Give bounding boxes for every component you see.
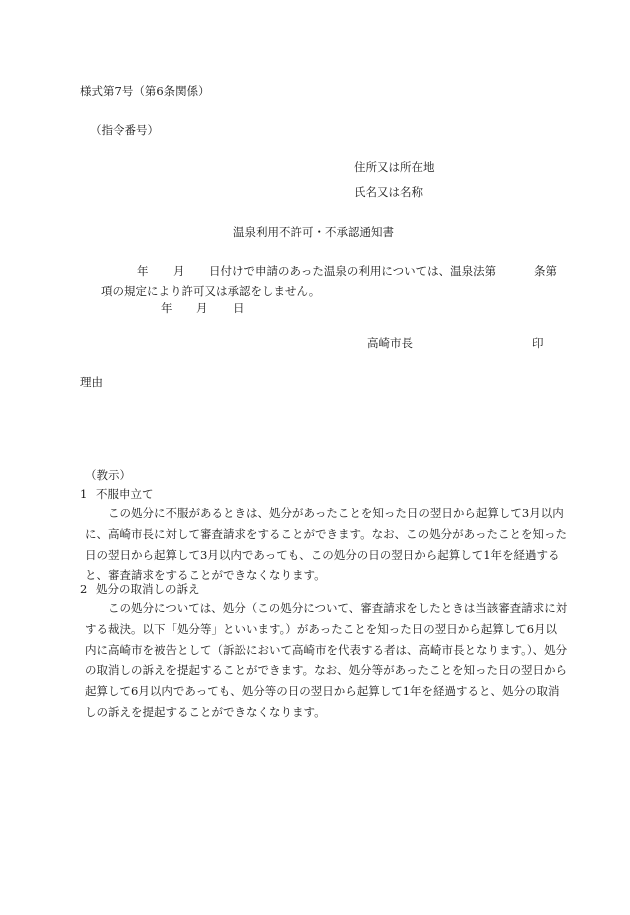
address-label: 住所又は所在地 bbox=[354, 160, 435, 174]
form-number: 様式第7号（第6条関係） bbox=[80, 84, 210, 98]
date-day: 日 bbox=[233, 301, 245, 315]
document-title: 温泉利用不許可・不承認通知書 bbox=[233, 225, 394, 239]
section-1-text: この処分に不服があるときは、処分があったことを知った日の翌日から起算して3月以内に、高崎市長に対して審査請求をすることができます。なお、この処分があったことを知った日の翌日から起算して3月以内であっても、この処分の日の翌日から起算して1年を経過すると、審査請求をすることができなくなります。 bbox=[85, 506, 567, 583]
body-year: 年 bbox=[137, 264, 149, 278]
body-day-text: 日付けで申請のあった温泉の利用については、温泉法第 bbox=[209, 264, 497, 278]
body-article: 条第 bbox=[534, 264, 557, 278]
issuer-name: 高崎市長 bbox=[367, 336, 413, 350]
notice-heading: （教示） bbox=[85, 468, 131, 482]
body-month: 月 bbox=[173, 264, 185, 278]
directive-number: （指令番号） bbox=[90, 123, 159, 137]
section-1-number: 1 bbox=[80, 487, 88, 501]
section-2-title: 処分の取消しの訴え bbox=[96, 582, 200, 596]
seal-mark: 印 bbox=[532, 336, 544, 350]
name-label: 氏名又は名称 bbox=[354, 185, 423, 199]
date-month: 月 bbox=[196, 301, 208, 315]
section-1-title: 不服申立て bbox=[96, 487, 154, 501]
date-year: 年 bbox=[161, 301, 173, 315]
reason-label: 理由 bbox=[80, 375, 103, 389]
section-2-text: この処分については、処分（この処分について、審査請求をしたときは当該審査請求に対する裁決。以下「処分等」といいます。）があったことを知った日の翌日から起算して6月以内に高崎市を被告として（訴訟において高崎市を代表する者は、高崎市長となります。）、処分の取消しの訴えを提起することができます。なお、処分等があったことを知った日の翌日から起算して6月以内であっても、処分等の日の翌日から起算して1年を経過すると、処分の取消しの訴えを提起することができなくなります。 bbox=[85, 601, 568, 719]
section-2-number: 2 bbox=[80, 582, 88, 596]
body-line-2: 項の規定により許可又は承認をしません。 bbox=[101, 284, 321, 298]
